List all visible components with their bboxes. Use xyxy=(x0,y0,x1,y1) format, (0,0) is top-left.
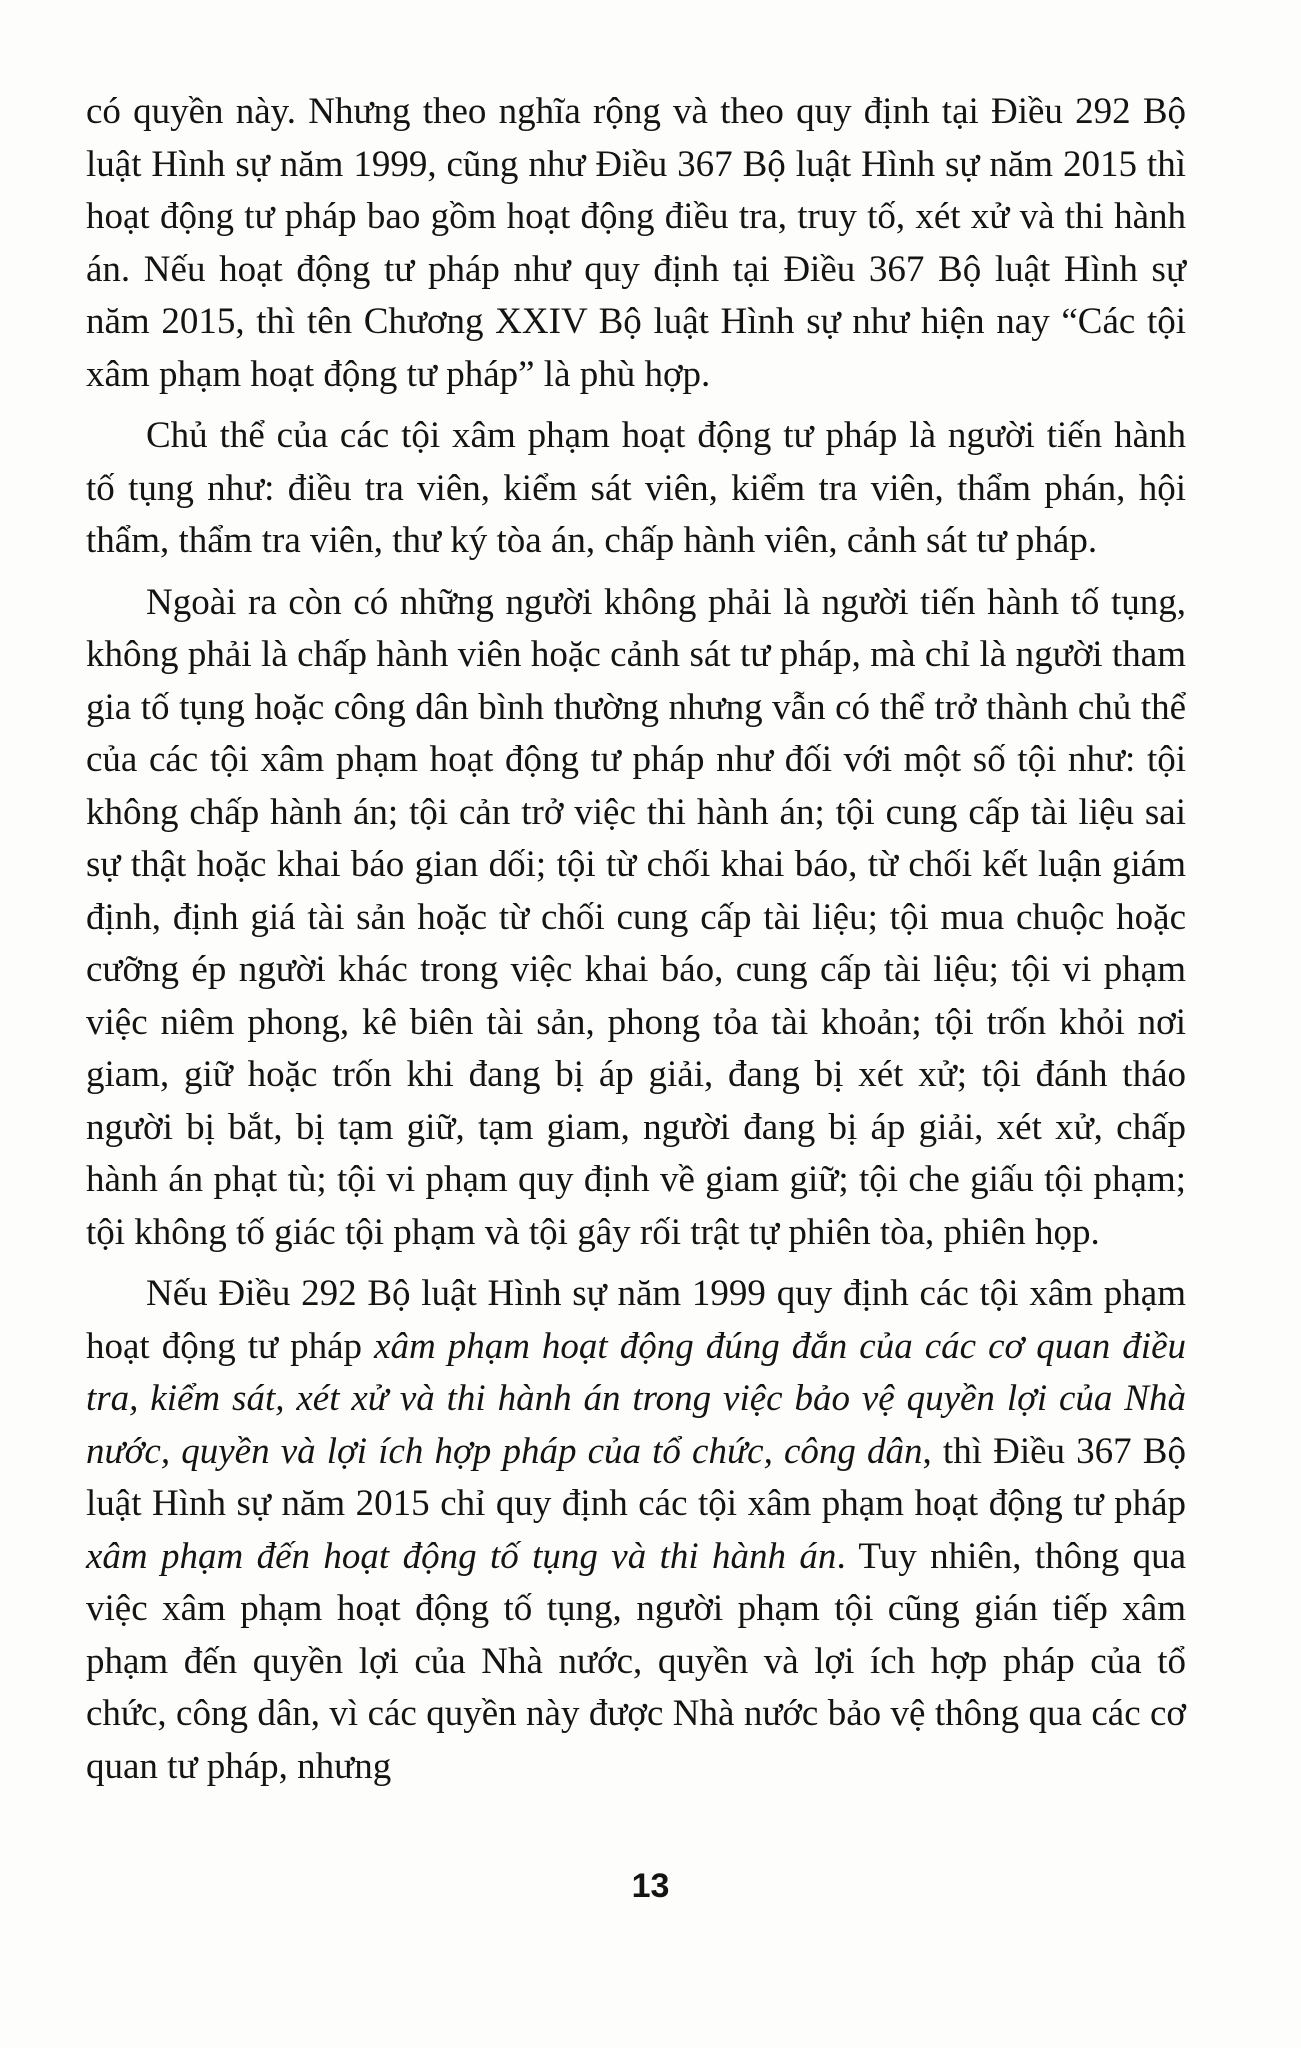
paragraph-1: có quyền này. Nhưng theo nghĩa rộng và theo quy định tại Điều 292 Bộ luật Hình sự năm 1999, cũng như Điều 367 Bộ luật Hình sự năm 2015 thì hoạt động tư pháp bao gồm hoạt động điều tra, truy tố, xét xử và thi hành án. Nếu hoạt động tư pháp như quy định tại Điều 367 Bộ luật Hình sự năm 2015, thì tên Chương XXIV Bộ luật Hình sự như hiện nay “Các tội xâm phạm hoạt động tư pháp” là phù hợp. xyxy=(86,91,1186,395)
paragraph-4 xyxy=(86,1268,1186,1793)
body-text xyxy=(86,86,1186,1802)
paragraph-4-italic-a: xâm phạm hoạt động đúng đắn của các cơ quan điều tra, kiểm sát, xét xử và thi hành án trong việc bảo vệ quyền lợi của Nhà nước, quyền và lợi ích hợp pháp của tổ chức, công dân xyxy=(86,1325,1186,1472)
paragraph-3: Ngoài ra còn có những người không phải là người tiến hành tố tụng, không phải là chấp hành viên hoặc cảnh sát tư pháp, mà chỉ là người tham gia tố tụng hoặc công dân bình thường nhưng vẫn có thể trở thành chủ thể của các tội xâm phạm hoạt động tư pháp như đối với một số tội như: tội không chấp hành án; tội cản trở việc thi hành án; tội cung cấp tài liệu sai sự thật hoặc khai báo gian dối; tội từ chối khai báo, từ chối kết luận giám định, định giá tài sản hoặc từ chối cung cấp tài liệu; tội mua chuộc hoặc cưỡng ép người khác trong việc khai báo, cung cấp tài liệu; tội vi phạm việc niêm phong, kê biên tài sản, phong tỏa tài khoản; tội trốn khỏi nơi giam, giữ hoặc trốn khi đang bị áp giải, đang bị xét xử; tội đánh tháo người bị bắt, bị tạm giữ, tạm giam, người đang bị áp giải, xét xử, chấp hành án phạt tù; tội vi phạm quy định về giam giữ; tội che giấu tội phạm; tội không tố giác tội phạm và tội gây rối trật tự phiên tòa, phiên họp. xyxy=(86,581,1186,1253)
page-number: 13 xyxy=(631,1867,670,1905)
paragraph-4-text-b: , thì Điều 367 Bộ luật Hình sự năm 2015 chỉ quy định các tội xâm phạm hoạt động tư pháp xyxy=(86,1430,1186,1524)
paragraph-4-text-c: . Tuy nhiên, thông qua việc xâm phạm hoạt động tố tụng, người phạm tội cũng gián tiếp xâm phạm đến quyền lợi của Nhà nước, quyền và lợi ích hợp pháp của tổ chức, công dân, vì các quyền này được Nhà nước bảo vệ thông qua các cơ quan tư pháp, nhưng xyxy=(86,1535,1187,1787)
paragraph-2: Chủ thể của các tội xâm phạm hoạt động tư pháp là người tiến hành tố tụng như: điều tra viên, kiểm sát viên, kiểm tra viên, thẩm phán, hội thẩm, thẩm tra viên, thư ký tòa án, chấp hành viên, cảnh sát tư pháp. xyxy=(86,415,1186,561)
paragraph-4-text-a: Nếu Điều 292 Bộ luật Hình sự năm 1999 quy định các tội xâm phạm hoạt động tư pháp xyxy=(86,1273,1186,1367)
paragraph-4-italic-b: xâm phạm đến hoạt động tố tụng và thi hành án xyxy=(86,1535,837,1577)
